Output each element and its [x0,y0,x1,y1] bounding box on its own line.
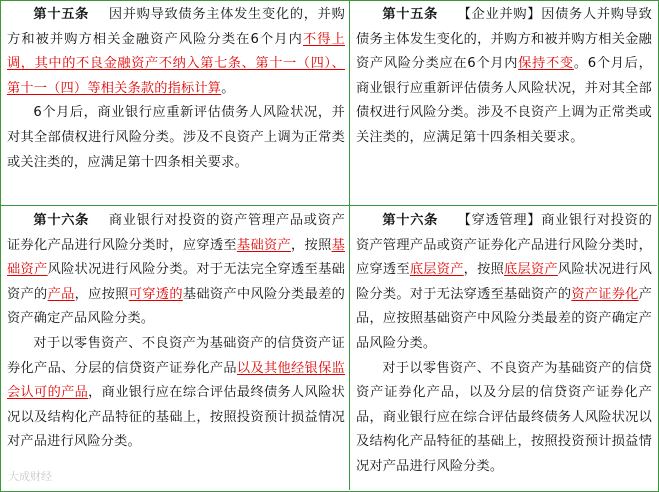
right-art16-tag: 【穿透管理】 [457,213,542,228]
right-art16-para1 [356,209,652,357]
right-art15-para1 [356,3,652,151]
right-art16-title: 第十六条 [382,213,439,228]
right-art16-red-3: 资产证券化 [571,286,639,302]
left-art15-end: 。 [221,80,235,96]
left-art16-p2-text-a: 对于以零售资产、不良资产为基础资产的信贷资产证券化产品、分层的信贷资产证券化产品 [7,335,345,376]
left-art16-text-d: ，应按照 [74,286,129,302]
right-art16-text-b: ，按照 [463,262,505,278]
left-article-15-cell [7,3,345,175]
column-divider [349,0,350,490]
left-art16-red-4: 可穿透的 [128,286,183,302]
left-art15-title: 第十五条 [33,7,90,22]
left-art15-para2: 6个月后，商业银行应重新评估债务人风险状况，并对其全部债权进行风险分类。涉及不良资产上调为正常类或关注类的，应满足第十四条相关要求。 [7,105,345,170]
right-art16-text-a: 商业银行对投资的资产管理产品或资产证券化产品进行风险分类时，应穿透至 [356,213,652,278]
right-art16-text-c: 风险状况进行风险分类。对于无法穿透至基础资产的 [356,262,652,302]
left-art16-para2 [7,332,345,455]
left-article-16-cell [7,209,345,455]
left-art16-title: 第十六条 [33,213,90,228]
right-art15-tag: 【企业并购】 [457,7,542,22]
left-art16-text-c: 风险状况进行风险分类。对于无法完全穿透至基础资产的 [7,262,345,302]
right-art16-text-d: 产品，应按照基础资产中风险分类最差的资产确定产品风险分类。 [356,286,653,351]
right-art16-red-2: 底层资产 [504,262,558,278]
left-art16-text-a: 商业银行对投资的资产管理产品或资产证券化产品进行风险分类时，应穿透至 [7,213,345,253]
right-art15-text: 因债务人并购导致债务主体发生变化的，并购方和被并购方相关金融资产风险分类应在6个月内 [356,7,652,72]
left-art15-red-text: 不得上调，其中的不良金融资产不纳入第七条、第十一（四）、第十一（四）等相关条款的指标计算 [7,31,345,96]
row-divider [0,205,657,206]
left-art16-text-b: ，按照 [291,237,332,253]
right-art16-red-1: 底层资产 [409,262,464,278]
left-art16-p2-red: 以及其他经银保监会认可的产品 [7,360,345,401]
left-art16-red-1: 基础资产 [236,237,292,253]
left-art16-red-2: 基础资产 [7,237,345,278]
left-art16-p2-text-b: ，商业银行应在综合评估最终债务人风险状况以及结构化产品特征的基础上，按照投资预计损益情况对产品进行风险分类。 [7,385,345,450]
left-art16-para1 [7,209,345,332]
left-art15-text: 因并购导致债务主体发生变化的，并购方和被并购方相关金融资产风险分类在6个月内 [7,7,345,47]
left-art16-text-e: 基础资产中风险分类最差的资产确定产品风险分类。 [7,286,346,327]
right-article-16-cell [356,209,652,480]
watermark: 大成财经 [8,470,52,483]
left-art15-para1 [7,3,345,101]
right-art15-text-tail: 。6个月后，商业银行应重新评估债务人风险状况，并对其全部债权进行风险分类。涉及不良资产上调为正常类或关注类的，应满足第十四条相关要求。 [356,56,652,145]
left-art16-red-3: 产品 [47,286,75,302]
right-art16-para2: 对于以零售资产、不良资产为基础资产的信贷资产证券化产品，以及分层的信贷资产证券化产品，商业银行应在综合评估最终债务人风险状况以及结构化产品特征的基础上，按照投资预计损益情况对产品进行风险分类。 [356,360,652,474]
right-article-15-cell [356,3,652,151]
right-art15-red-text: 保持不变 [518,56,574,72]
right-art15-title: 第十五条 [382,7,439,22]
